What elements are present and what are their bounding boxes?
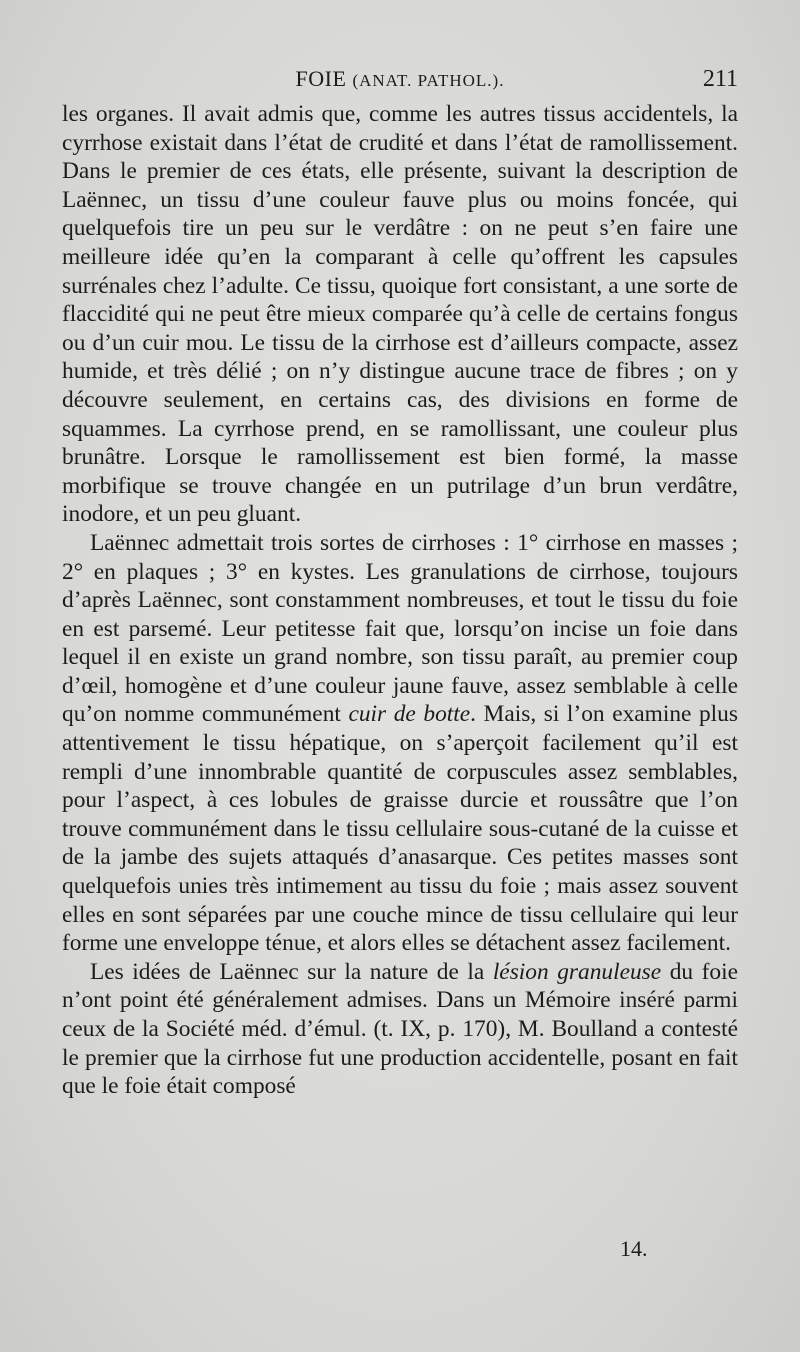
page-number: 211 [702, 66, 738, 92]
paragraph-3 [62, 958, 738, 1101]
paragraph-3-segment-1: Les idées de Laënnec sur la nature de la [90, 958, 493, 985]
running-head-subtitle: (ANAT. PATHOL.). [352, 71, 505, 90]
body-text [62, 100, 738, 1101]
signature-mark: 14. [620, 1236, 648, 1261]
paragraph-1 [62, 100, 738, 529]
paragraph-3-segment-3: du foie n’ont point été généralement admises. Dans un Mémoire inséré parmi ceux de la Société méd. d’émul. (t. IX, p. 170), M. Boulland a contesté le premier que la cirrhose fut une production accidentelle, posant en fait que le foie était composé [62, 958, 738, 1100]
paragraph-2-italic-phrase: cuir de botte [348, 701, 471, 728]
running-head [62, 66, 738, 92]
paragraph-2-segment-1: Laënnec admettait trois sortes de cirrhoses : 1° cirrhose en masses ; 2° en plaques ; 3° en kystes. Les granulations de cirrhose, toujours d’après Laënnec, sont constamment nombreuses, et tout le tissu du foie en est parsemé. Leur petitesse fait que, lorsqu’on incise un foie dans lequel il en existe un grand nombre, son tissu paraît, au premier coup d’œil, homogène et d’une couleur jaune fauve, assez semblable à celle qu’on nomme communément [62, 529, 738, 728]
paragraph-2-segment-3: . Mais, si l’on examine plus attentivement le tissu hépatique, on s’aperçoit facilement qu’il est rempli d’une innombrable quantité de corpuscules assez semblables, pour l’aspect, à ces lobules de graisse durcie et roussâtre que l’on trouve communément dans le tissu cellulaire sous-cutané de la cuisse et de la jambe des sujets attaqués d’anasarque. Ces petites masses sont quelquefois unies très intimement au tissu du foie ; mais assez souvent elles en sont séparées par une couche mince de tissu cellulaire qui leur forme une enveloppe ténue, et alors elles se détachent assez facilement. [62, 701, 738, 957]
paragraph-3-italic-phrase: lésion granuleuse [492, 958, 662, 985]
paragraph-2 [62, 529, 738, 958]
running-head-main: FOIE [295, 66, 347, 91]
paragraph-1-segment-1: les organes. Il avait admis que, comme les autres tissus accidentels, la cyrrhose existait dans l’état de crudité et dans l’état de ramollissement. Dans le premier de ces états, elle présente, suivant la description de Laënnec, un tissu d’une couleur fauve plus ou moins foncée, qui quelquefois tire un peu sur le verdâtre : on ne peut s’en faire une meilleure idée qu’en la comparant à celle qu’offrent les capsules surrénales chez l’adulte. Ce tissu, quoique fort consistant, a une sorte de flaccidité qui ne peut être mieux comparée qu’à celle de certains fongus ou d’un cuir mou. Le tissu de la cirrhose est d’ailleurs compacte, assez humide, et très délié ; on n’y distingue aucune trace de fibres ; on y découvre seulement, en certains cas, des divisions en forme de squammes. La cyrrhose prend, en se ramollissant, une couleur plus brunâtre. Lorsque le ramollissement est bien formé, la masse morbifique se trouve changée en un putrilage d’un brun verdâtre, inodore, et un peu gluant. [62, 101, 738, 528]
